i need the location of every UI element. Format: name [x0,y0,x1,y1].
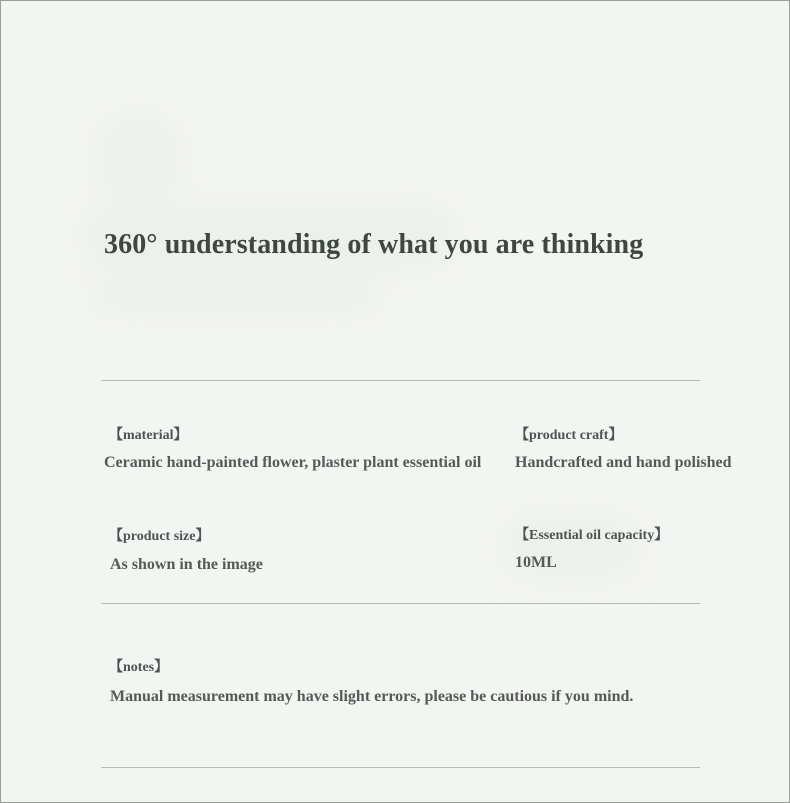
material-value: Ceramic hand-painted flower, plaster plant essential oil [104,454,482,471]
product-size-value: As shown in the image [110,556,263,573]
product-craft-label: 【product craft】 [515,428,623,443]
notes-value: Manual measurement may have slight errors, please be cautious if you mind. [110,688,634,705]
notes-label: 【notes】 [109,660,169,675]
background-blur [91,271,381,316]
divider [101,603,700,604]
page-headline: 360° understanding of what you are thinking [104,229,644,260]
product-size-label: 【product size】 [109,529,210,544]
oil-capacity-value: 10ML [515,554,557,571]
divider [101,380,700,381]
divider [101,767,700,768]
background-blur [93,111,183,201]
oil-capacity-label: 【Essential oil capacity】 [515,528,669,543]
product-craft-value: Handcrafted and hand polished [515,454,732,471]
material-label: 【material】 [109,428,188,443]
